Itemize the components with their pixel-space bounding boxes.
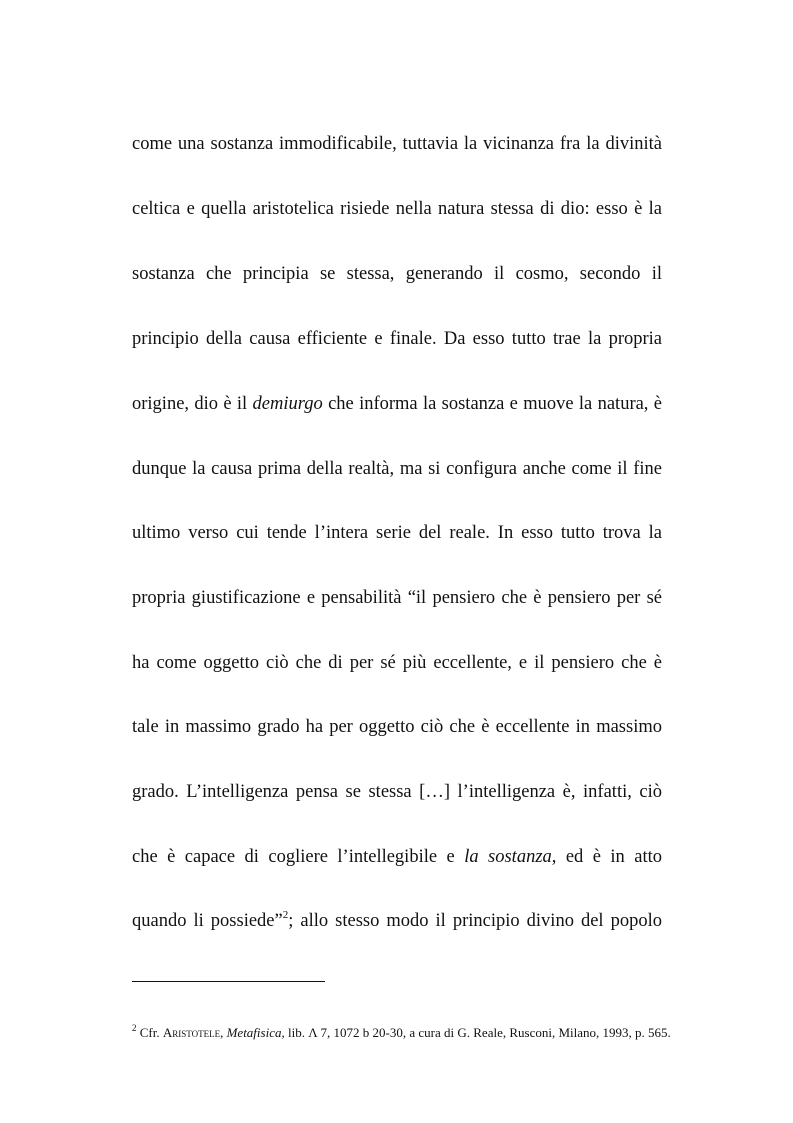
body-text: propria giustificazione e pensabilità “il pensiero che è pensiero per sé <box>132 588 662 608</box>
body-line-10 <box>132 715 662 739</box>
body-text: sostanza che principia se stessa, generando il cosmo, secondo il <box>132 264 662 284</box>
body-text: tale in massimo grado ha per oggetto ciò che è eccellente in massimo <box>132 717 662 737</box>
body-text: principio della causa efficiente e finale. Da esso tutto trae la propria <box>132 329 662 349</box>
body-line-3 <box>132 262 662 286</box>
body-text: che è capace di cogliere l’intellegibile e <box>132 847 465 867</box>
footnote-number: 2 <box>132 1023 137 1033</box>
body-text: grado. L’intelligenza pensa se stessa […] l’intelligenza è, infatti, ciò <box>132 782 662 802</box>
body-text: ultimo verso cui tende l’intera serie del reale. In esso tutto trova la <box>132 523 662 543</box>
body-text: quando li possiede” <box>132 911 283 931</box>
body-line-4 <box>132 327 662 351</box>
footnote-text: Cfr. <box>136 1025 163 1040</box>
body-text: dunque la causa prima della realtà, ma si configura anche come il fine <box>132 459 662 479</box>
body-line-9 <box>132 651 662 675</box>
body-text: origine, dio è il <box>132 394 253 414</box>
footnote-reference[interactable]: 2 <box>282 909 289 921</box>
footnote-text: , lib. Λ 7, 1072 b 20-30, a cura di G. Reale, Rusconi, Milano, 1993, p. 565. <box>281 1025 671 1040</box>
footnote-separator <box>132 981 325 982</box>
italic-term: demiurgo <box>252 394 323 414</box>
body-text: ; allo stesso modo il principio divino del popolo <box>288 911 662 931</box>
body-text: ha come oggetto ciò che di per sé più eccellente, e il pensiero che è <box>132 653 662 673</box>
body-text: come una sostanza immodificabile, tuttavia la vicinanza fra la divinità <box>132 134 662 154</box>
italic-term: la sostanza <box>464 847 552 867</box>
footnote <box>132 1024 732 1042</box>
body-line-2 <box>132 197 662 221</box>
body-line-12 <box>132 845 662 869</box>
body-text: che informa la sostanza e muove la natura, è <box>322 394 662 414</box>
body-line-1 <box>132 132 662 156</box>
footnote-author: Aristotele <box>162 1025 221 1040</box>
body-line-7 <box>132 521 662 545</box>
body-line-5 <box>132 392 662 416</box>
body-text: , ed è in atto <box>551 847 662 867</box>
body-line-8 <box>132 586 662 610</box>
body-text: celtica e quella aristotelica risiede nella natura stessa di dio: esso è la <box>132 199 662 219</box>
body-line-11 <box>132 780 662 804</box>
footnote-title: Metafisica <box>226 1025 282 1040</box>
body-line-13 <box>132 909 662 933</box>
body-line-6 <box>132 457 662 481</box>
footnote-text: , <box>220 1025 227 1040</box>
